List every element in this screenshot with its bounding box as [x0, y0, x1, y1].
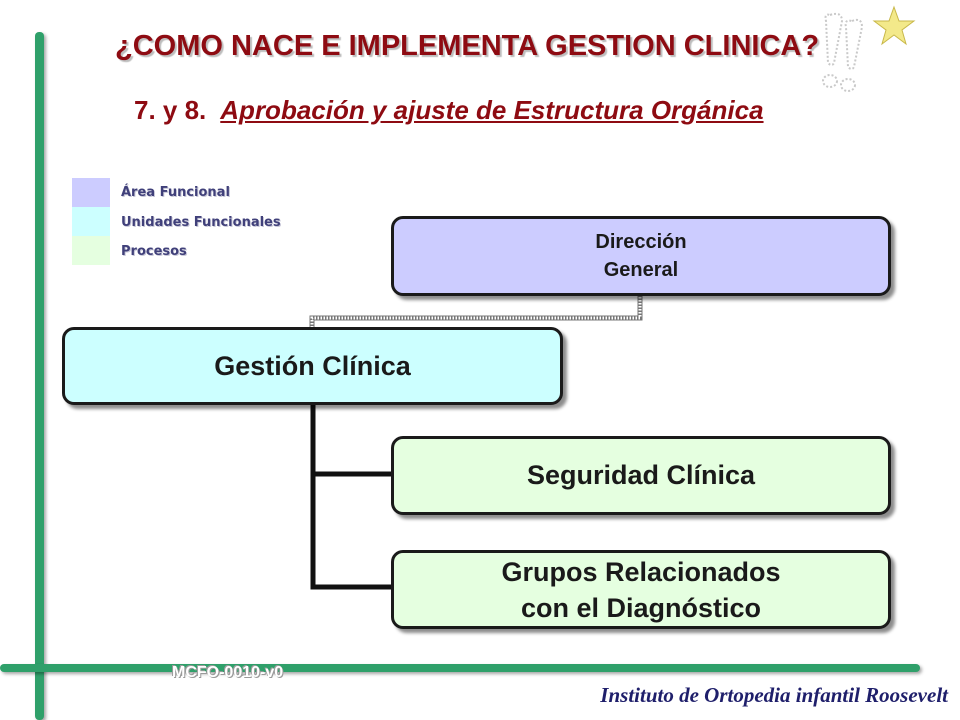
gestion-clinica-box[interactable]	[62, 327, 563, 405]
seguridad-clinica-label: Seguridad Clínica	[526, 460, 756, 490]
direccion-line2: General	[603, 259, 679, 281]
direccion-general-box[interactable]	[391, 216, 891, 296]
tree-connector	[313, 402, 396, 587]
dotted-connector	[312, 294, 640, 330]
legend-label-area: Área Funcional	[121, 185, 230, 200]
grupos-relacionados-box[interactable]	[391, 550, 891, 629]
institution-name: Instituto de Ortopedia infantil Roosevelt	[600, 683, 948, 707]
document-code: MCFO-0010-v0	[172, 664, 284, 681]
direccion-line1: Dirección	[595, 231, 687, 253]
seguridad-clinica-box[interactable]	[391, 436, 891, 515]
step-number: 7. y 8.	[134, 95, 207, 125]
slide-title: ¿COMO NACE E IMPLEMENTA GESTION CLINICA?	[115, 30, 820, 62]
legend-label-procesos: Procesos	[121, 244, 187, 259]
grupos-line2: con el Diagnóstico	[520, 592, 762, 623]
gestion-clinica-label: Gestión Clínica	[214, 350, 411, 381]
grupos-line1: Grupos Relacionados	[501, 556, 781, 587]
subtitle-link[interactable]: Aprobación y ajuste de Estructura Orgánica	[220, 95, 764, 125]
legend-label-unidades: Unidades Funcionales	[121, 215, 281, 230]
